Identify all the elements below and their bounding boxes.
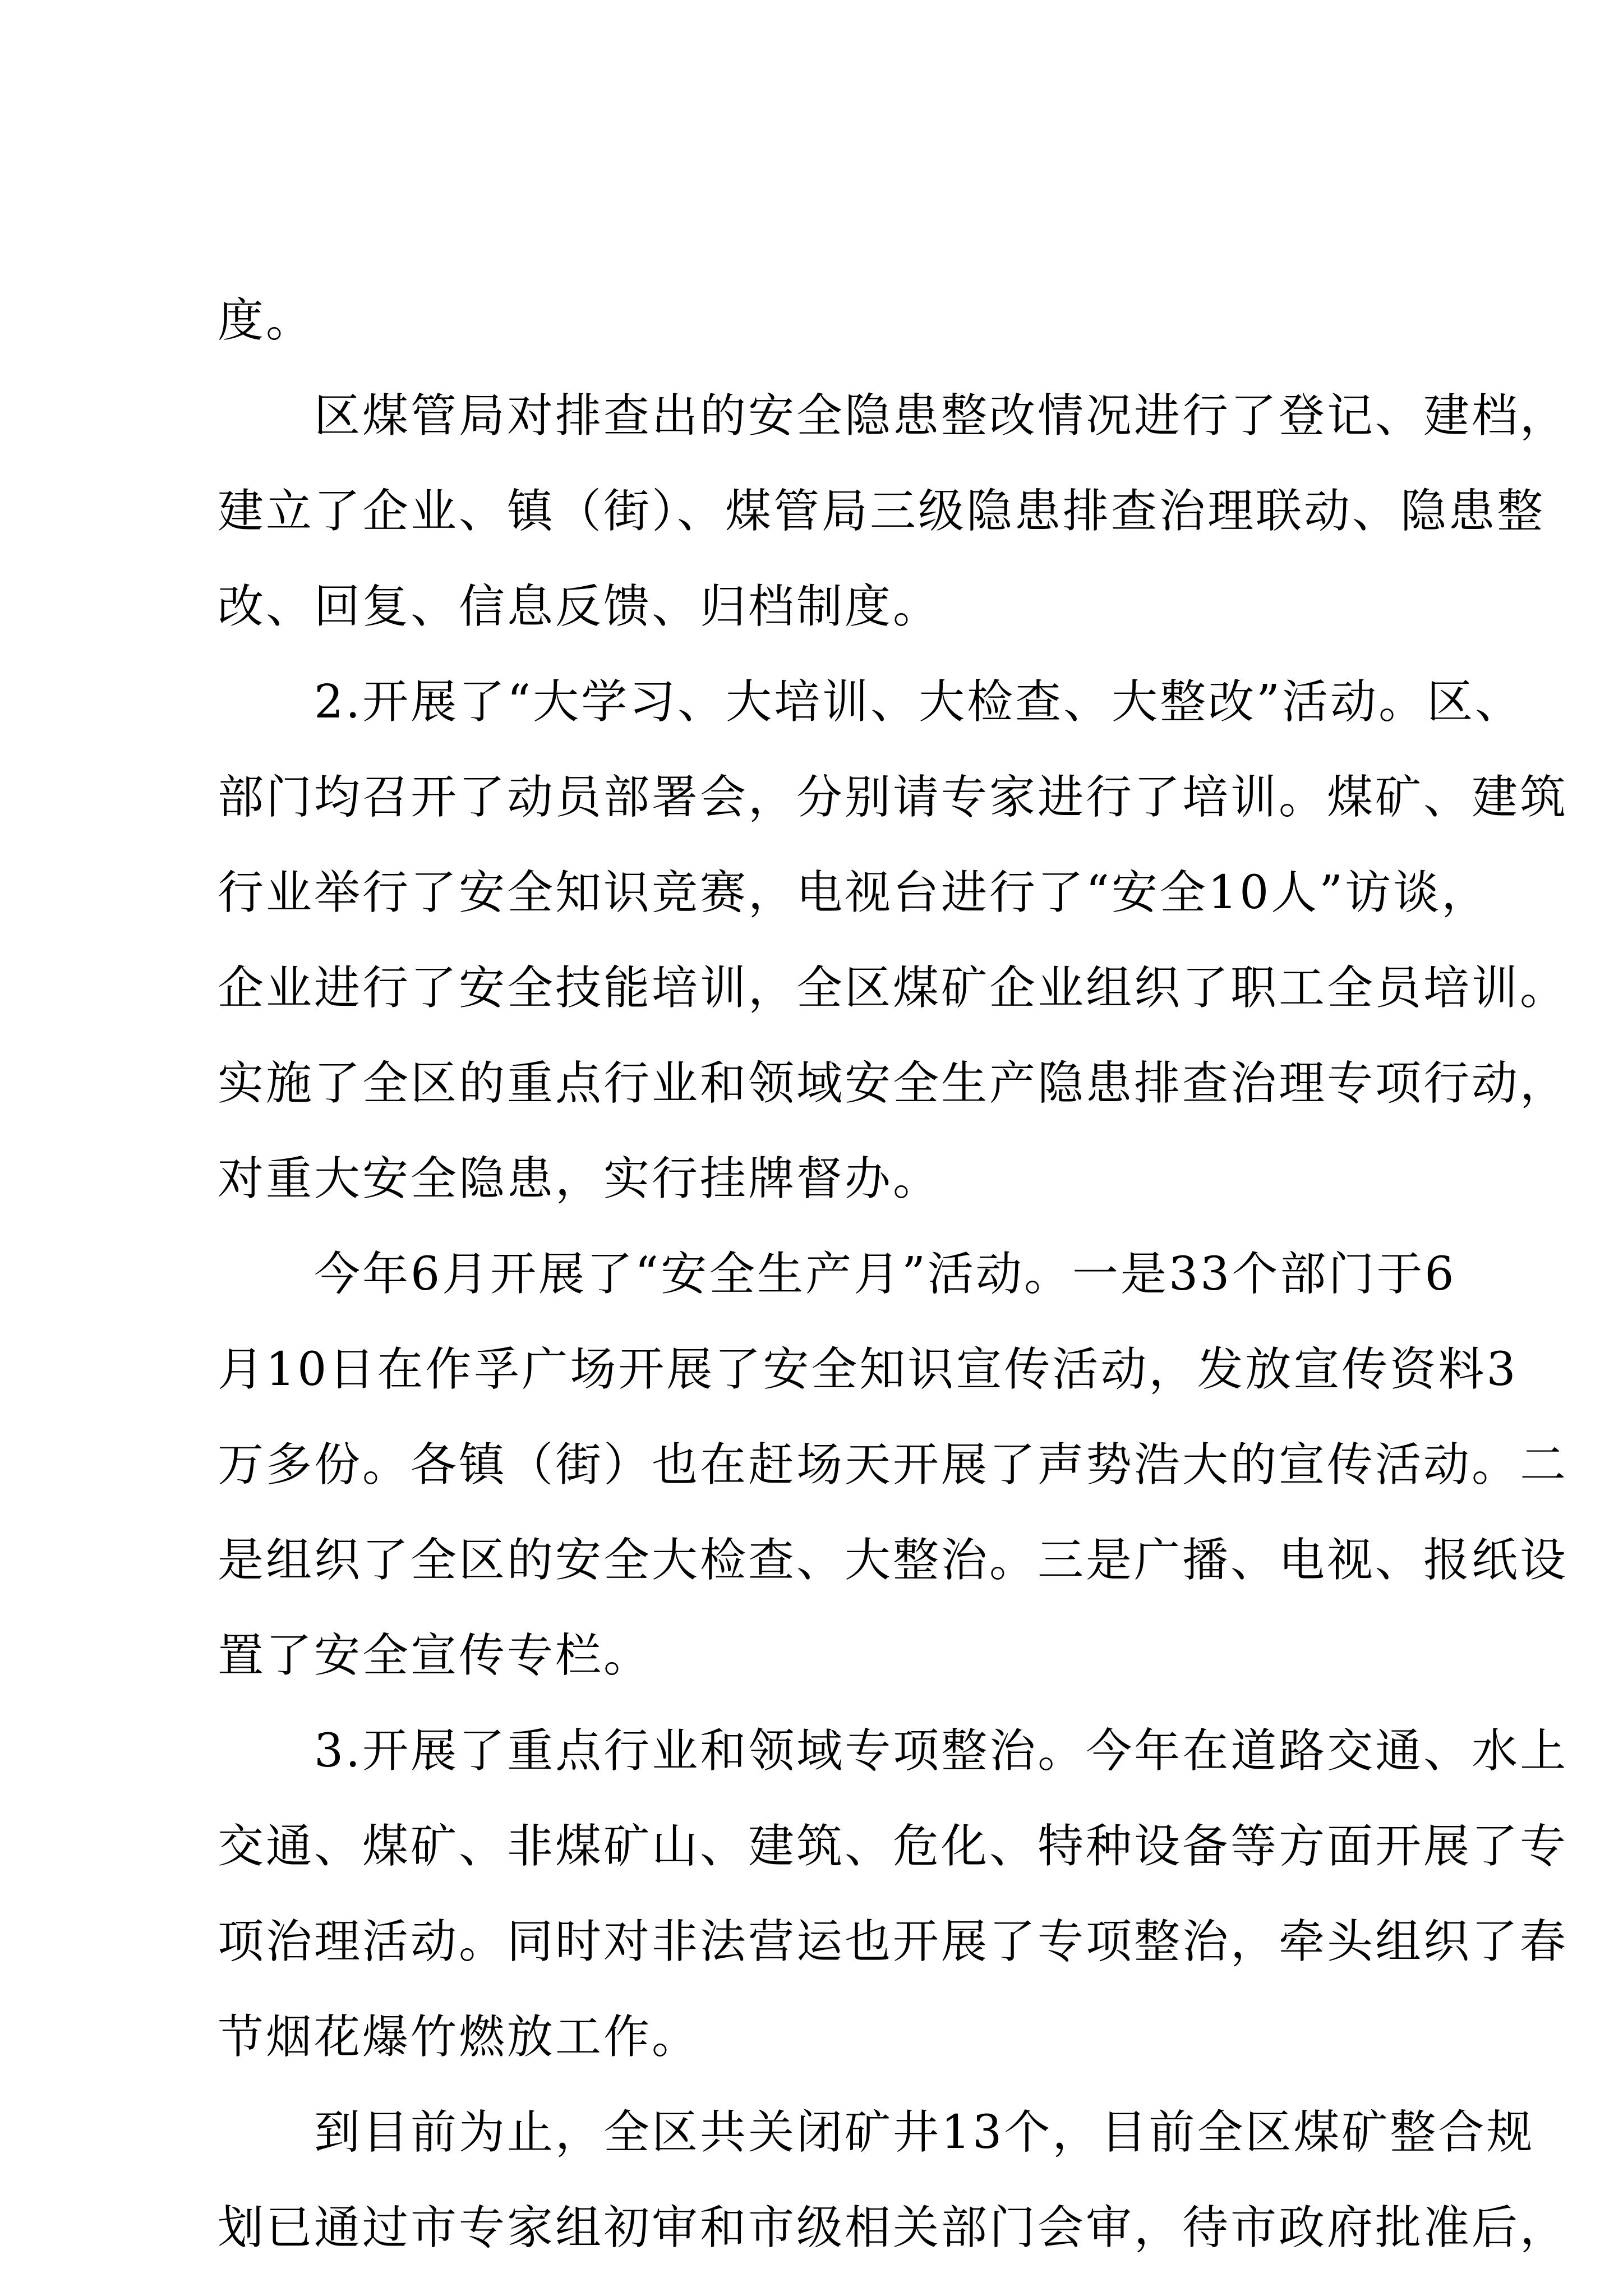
text-line: 区煤管局对排查出的安全隐患整改情况进行了登记、建档，: [218, 389, 1569, 443]
text-line: 划已通过市专家组初审和市级相关部门会审，待市政府批准后，: [218, 2201, 1569, 2254]
text-line: 2.开展了“大学习、大培训、大检查、大整改”活动。区、: [218, 675, 1524, 729]
text-line: 月10日在作孚广场开展了安全知识宣传活动，发放宣传资料3: [218, 1343, 1518, 1396]
text-line: 万多份。各镇（街）也在赶场天开展了声势浩大的宣传活动。二: [218, 1438, 1569, 1492]
text-line: 项治理活动。同时对非法营运也开展了专项整治，牵头组织了春: [218, 1915, 1569, 1968]
text-line: 建立了企业、镇（街）、煤管局三级隐患排查治理联动、隐患整: [218, 485, 1546, 538]
text-line: 到目前为止，全区共关闭矿井13个，目前全区煤矿整合规: [218, 2106, 1535, 2159]
text-line: 改、回复、信息反馈、归档制度。: [218, 580, 942, 633]
text-line: 是组织了全区的安全大检查、大整治。三是广播、电视、报纸设: [218, 1534, 1569, 1587]
text-line: 节烟花爆竹燃放工作。: [218, 2010, 700, 2064]
text-line: 对重大安全隐患，实行挂牌督办。: [218, 1152, 942, 1205]
text-line: 度。: [218, 294, 315, 347]
text-line: 行业举行了安全知识竞赛，电视台进行了“安全10人”访谈，: [218, 866, 1490, 919]
text-line: 部门均召开了动员部署会，分别请专家进行了培训。煤矿、建筑: [218, 771, 1569, 824]
text-line: 实施了全区的重点行业和领域安全生产隐患排查治理专项行动，: [218, 1057, 1569, 1110]
text-line: 置了安全宣传专栏。: [218, 1629, 652, 1682]
text-line: 今年6月开展了“安全生产月”活动。一是33个部门于6: [218, 1248, 1456, 1301]
text-line: 3.开展了重点行业和领域专项整治。今年在道路交通、水上: [218, 1724, 1569, 1778]
text-line: 交通、煤矿、非煤矿山、建筑、危化、特种设备等方面开展了专: [218, 1820, 1569, 1873]
text-line: 企业进行了安全技能培训，全区煤矿企业组织了职工全员培训。: [218, 961, 1569, 1015]
